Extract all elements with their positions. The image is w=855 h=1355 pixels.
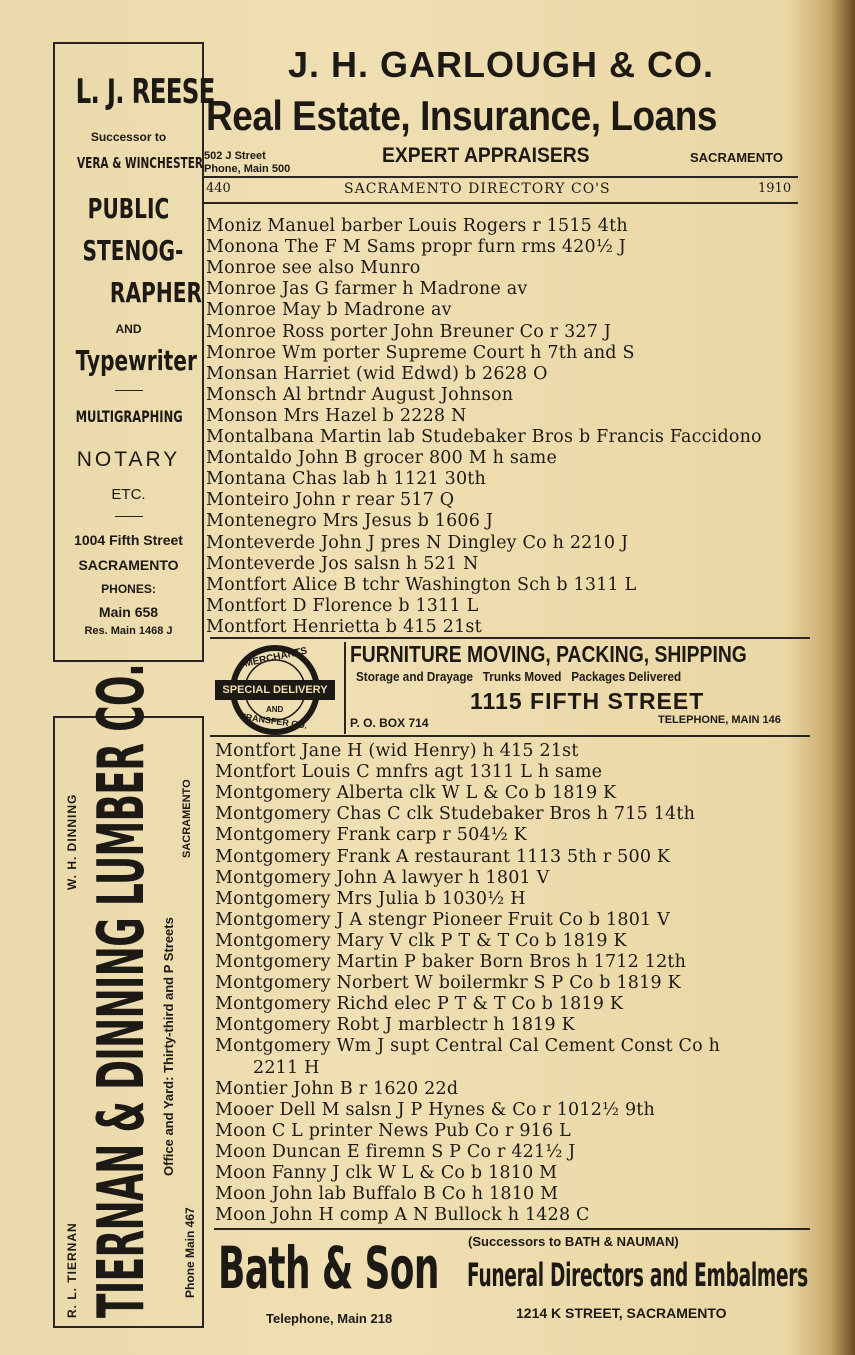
garlough-services: Real Estate, Insurance, Loans (206, 92, 718, 139)
directory-entry: Monroe Wm porter Supreme Court h 7th and S (206, 342, 635, 363)
garlough-street: 502 J Street (204, 150, 266, 162)
lumber-company: TIERNAN & DINNING LUMBER CO. (85, 663, 159, 1318)
directory-entry: Montgomery Alberta clk W L & Co b 1819 K (215, 783, 617, 804)
merchants-rule-bottom (210, 735, 810, 737)
directory-entry: Montgomery Frank carp r 504½ K (215, 825, 527, 846)
merchants-rule-top (210, 637, 810, 639)
garlough-company: J. H. GARLOUGH & CO. (288, 44, 715, 85)
reese-address: 1004 Fifth Street (74, 532, 183, 548)
directory-entry: Montaldo John B grocer 800 M h same (206, 448, 558, 469)
reese-typewriter: Typewriter (75, 344, 197, 377)
lumber-city: SACRAMENTO (181, 779, 193, 858)
directory-entry: Moon John lab Buffalo B Co h 1810 M (215, 1184, 559, 1205)
lumber-yard: Office and Yard: Thirty-third and P Streets (161, 917, 176, 1176)
lumber-partner2: R. L. TIERNAN (65, 1222, 79, 1318)
directory-entry: Montfort Louis C mnfrs agt 1311 L h same (215, 762, 603, 783)
reese-rapher: RAPHER (109, 276, 202, 309)
reese-and: AND (115, 322, 142, 336)
directory-entry: Montgomery Mary V clk P T & T Co b 1819 K (215, 930, 627, 951)
page-number: 440 (206, 181, 231, 196)
reese-notary: NOTARY (76, 448, 181, 471)
running-head-rule (204, 202, 798, 204)
running-title: SACRAMENTO DIRECTORY CO'S (344, 181, 611, 197)
directory-entry: Montier John B r 1620 22d (215, 1078, 459, 1099)
merchants-seal-top: MERCHANTS (243, 645, 309, 670)
merchants-services: Storage and Drayage Trunks Moved Packages Delivered (356, 669, 682, 684)
reese-etc: ETC. (111, 486, 146, 503)
reese-name: L. J. REESE (75, 72, 215, 112)
directory-entry: Montgomery J A stengr Pioneer Fruit Co b 1801 V (215, 909, 670, 930)
merchants-divider (344, 642, 346, 734)
directory-entry: Monroe May b Madrone av (206, 300, 452, 321)
directory-entry: Monteverde Jos salsn h 521 N (206, 553, 479, 574)
directory-entry: Montgomery Wm J supt Central Cal Cement Const Co h (215, 1036, 721, 1057)
merchants-telephone: TELEPHONE, MAIN 146 (658, 714, 781, 726)
running-year: 1910 (758, 181, 792, 196)
lumber-advertisement (53, 663, 204, 1328)
lumber-partner1: W. H. DINNING (65, 793, 79, 890)
bath-son-name: Bath & Son (218, 1234, 439, 1302)
merchants-seal-and: AND (266, 705, 284, 714)
directory-entry: Montgomery Chas C clk Studebaker Bros h 715 14th (215, 804, 696, 825)
reese-divider (115, 390, 143, 391)
bath-son-telephone: Telephone, Main 218 (266, 1311, 393, 1326)
directory-entry: Montgomery John A lawyer h 1801 V (215, 867, 550, 888)
directory-entry: Monroe Jas G farmer h Madrone av (206, 279, 528, 300)
header-rule (204, 176, 798, 178)
reese-stenog: STENOG- (82, 234, 184, 267)
reese-successor-label: Successor to (90, 130, 167, 144)
directory-entry: Montana Chas lab h 1121 30th (206, 469, 486, 490)
directory-entry: Montgomery Frank A restaurant 1113 5th r 500 K (215, 846, 671, 867)
directory-entry: Mooer Dell M salsn J P Hynes & Co r 1012½ 9th (215, 1099, 656, 1120)
directory-entry: Monsan Harriet (wid Edwd) b 2628 O (206, 363, 548, 384)
footer-rule (214, 1228, 810, 1230)
garlough-appraisers: EXPERT APPRAISERS (382, 144, 590, 167)
reese-divider-2 (115, 516, 143, 517)
directory-entry: Moniz Manuel barber Louis Rogers r 1515 4th (206, 216, 628, 236)
merchants-address: 1115 FIFTH STREET (470, 688, 705, 714)
reese-city: SACRAMENTO (78, 557, 179, 573)
directory-entry: Montgomery Mrs Julia b 1030½ H (215, 888, 526, 909)
directory-entry: Monsch Al brtndr August Johnson (206, 384, 514, 405)
reese-phone-res: Res. Main 1468 J (84, 625, 173, 637)
garlough-phone: Phone, Main 500 (204, 163, 291, 175)
directory-entry: Montfort Alice B tchr Washington Sch b 1311 L (206, 574, 637, 595)
directory-entry: Montfort Jane H (wid Henry) h 415 21st (215, 741, 579, 761)
reese-multigraphing: MULTIGRAPHING (75, 407, 183, 426)
directory-entry: Montgomery Richd elec P T & T Co b 1819 K (215, 994, 624, 1015)
reese-phones-label: PHONES: (101, 582, 156, 596)
directory-entry: Moon John H comp A N Bullock h 1428 C (215, 1205, 590, 1226)
merchants-headline: FURNITURE MOVING, PACKING, SHIPPING (350, 641, 747, 667)
lumber-phone: Phone Main 467 (183, 1207, 197, 1298)
directory-entry: Montfort D Florence b 1311 L (206, 595, 479, 616)
directory-entry: Monroe Ross porter John Breuner Co r 327 J (206, 321, 612, 342)
reese-public: PUBLIC (87, 192, 170, 225)
directory-entry: Montalbana Martin lab Studebaker Bros b Francis Faccidono (206, 427, 762, 447)
merchants-pobox: P. O. BOX 714 (350, 716, 429, 730)
directory-entry: 2211 H (253, 1057, 320, 1078)
directory-entry: Monteiro John r rear 517 Q (206, 490, 455, 511)
reese-phone-main: Main 658 (98, 604, 159, 620)
directory-entry: Monteverde John J pres N Dingley Co h 2210 J (206, 532, 629, 553)
directory-entry: Montgomery Robt J marblectr h 1819 K (215, 1015, 575, 1036)
bath-son-business: Funeral Directors and Embalmers (467, 1256, 808, 1294)
directory-entry: Montgomery Martin P baker Born Bros h 1712 12th (215, 952, 687, 972)
bath-son-address: 1214 K STREET, SACRAMENTO (516, 1305, 727, 1321)
reese-advertisement (53, 42, 215, 662)
directory-entry: Moon Duncan E firemn S P Co r 421½ J (215, 1141, 576, 1162)
garlough-city: SACRAMENTO (690, 150, 783, 165)
directory-entry: Monroe see also Munro (206, 258, 421, 279)
merchants-seal-bottom: TRANSFER CO. (239, 711, 308, 731)
directory-entries-top (206, 216, 811, 640)
directory-entry: Monona The F M Sams propr furn rms 420½ J (206, 237, 626, 258)
directory-entry: Monson Mrs Hazel b 2228 N (206, 405, 467, 426)
directory-entry: Montgomery Norbert W boilermkr S P Co b 1819 K (215, 973, 681, 994)
bath-son-successors: (Successors to BATH & NAUMAN) (468, 1234, 679, 1249)
merchants-seal-band: SPECIAL DELIVERY (222, 684, 328, 696)
directory-entry: Montfort Henrietta b 415 21st (206, 616, 482, 637)
directory-entry: Moon C L printer News Pub Co r 916 L (215, 1120, 571, 1141)
directory-entries-bottom (215, 741, 815, 1231)
reese-predecessor: VERA & WINCHESTER (77, 154, 203, 172)
directory-entry: Moon Fanny J clk W L & Co b 1810 M (215, 1163, 558, 1183)
directory-entry: Montenegro Mrs Jesus b 1606 J (206, 511, 494, 532)
